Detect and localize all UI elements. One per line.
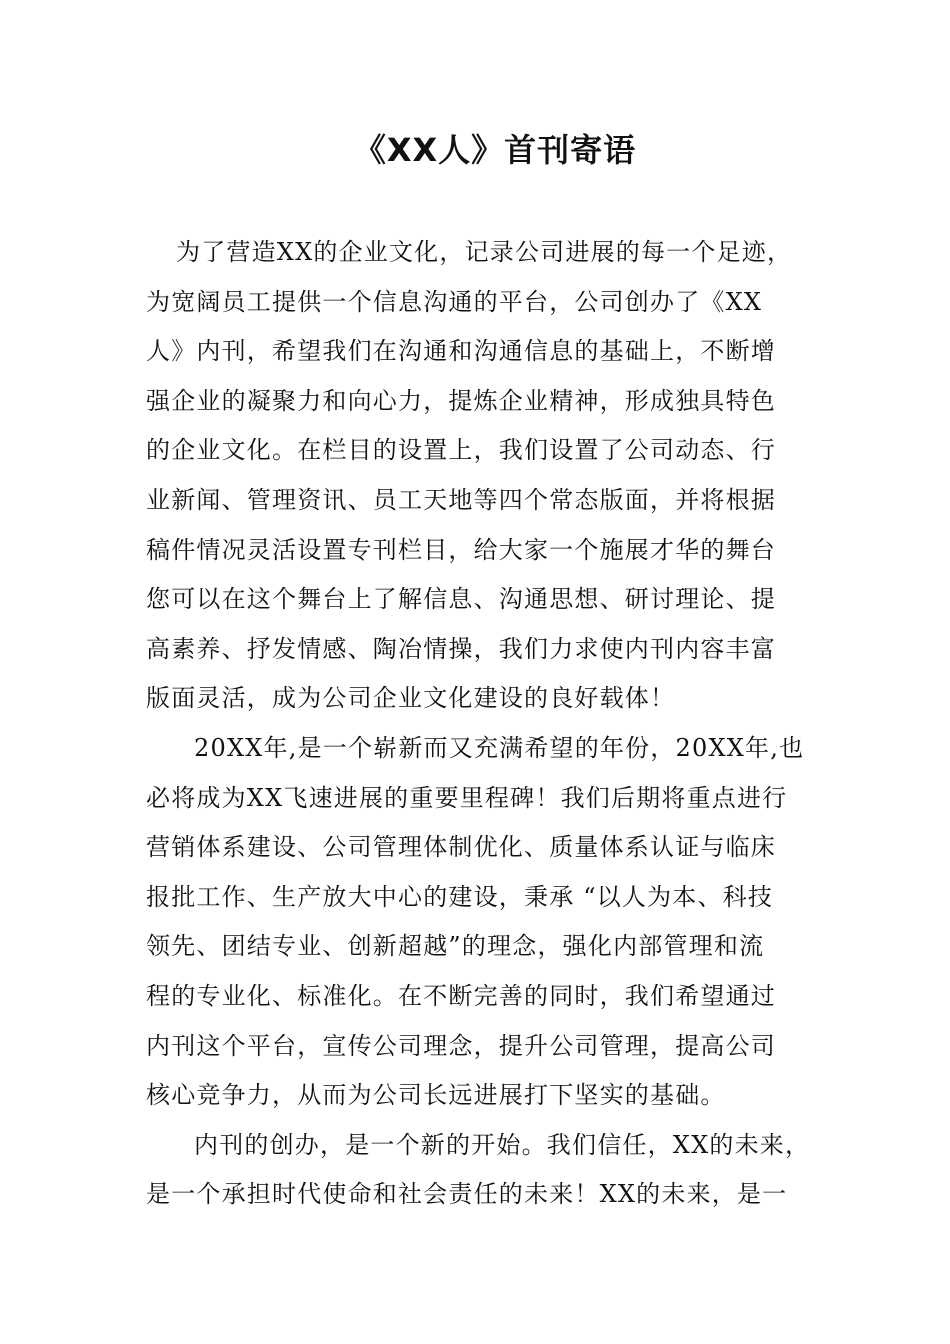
text-line: 为宽阔员工提供一个信息沟通的平台，公司创办了《XX (146, 287, 763, 316)
text-line: 稿件情况灵活设置专刊栏目，给大家一个施展才华的舞台 (146, 535, 776, 564)
text-line: 20XX年,是一个崭新而又充满希望的年份，20XX年,也 (194, 733, 805, 762)
text-line: 业新闻、管理资讯、员工天地等四个常态版面，并将根据 (146, 485, 776, 514)
document-title: 《XX人》首刊寄语 (353, 131, 637, 169)
text-line: 必将成为XX飞速进展的重要里程碑！我们后期将重点进行 (146, 783, 788, 812)
document-body (146, 228, 836, 1220)
text-line: 程的专业化、标准化。在不断完善的同时，我们希望通过 (146, 981, 776, 1010)
text-line: 强企业的凝聚力和向心力，提炼企业精神，形成独具特色 (146, 386, 776, 415)
text-line: 为了营造XX的企业文化，记录公司进展的每一个足迹， (176, 238, 793, 266)
text-line: 营销体系建设、公司管理体制优化、质量体系认证与临床 (146, 833, 776, 862)
text-line: 内刊的创办，是一个新的开始。我们信任，XX的未来， (194, 1130, 811, 1159)
text-line: 领先、团结专业、创新超越”的理念，强化内部管理和流 (146, 932, 765, 961)
text-line: 是一个承担时代使命和社会责任的未来！XX的未来，是一 (146, 1180, 788, 1209)
text-line: 的企业文化。在栏目的设置上，我们设置了公司动态、行 (146, 436, 776, 465)
text-line: 报批工作、生产放大中心的建设，秉承 “以人为本、科技 (146, 882, 774, 911)
text-line: 人》内刊，希望我们在沟通和沟通信息的基础上，不断增 (146, 337, 776, 366)
text-line: 版面灵活，成为公司企业文化建设的良好载体！ (146, 684, 676, 713)
text-line: 核心竞争力，从而为公司长远进展打下坚实的基础。 (146, 1081, 726, 1110)
text-line: 您可以在这个舞台上了解信息、沟通思想、研讨理论、提 (146, 585, 776, 614)
text-line: 内刊这个平台，宣传公司理念，提升公司管理，提高公司 (146, 1031, 776, 1060)
text-line: 高素养、抒发情感、陶冶情操，我们力求使内刊内容丰富 (146, 634, 776, 663)
